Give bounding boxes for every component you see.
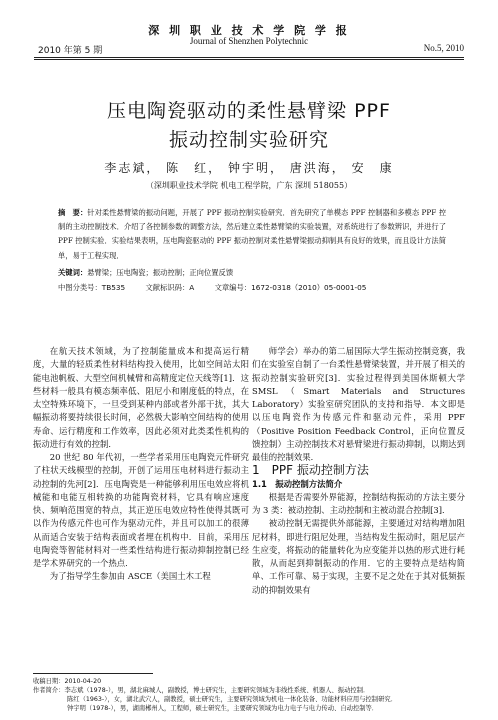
- paragraph: 被动控制无需提供外部能源，主要通过对结构增加阻尼材料，即进行阻尼处理，当结构发生振动时，阻尼层产生应变，将振动的能量转化为应变能并以热的形式进行耗散，从而起到抑制振动的作用．它的主要特点是结构简单、工作可靠、易于实现，主要不足之处在于其对低频振动的抑制效果有: [252, 518, 465, 595]
- abstract-text: 针对柔性悬臂梁的振动问题，开展了 PPF 振动控制实验研究．首先研究了单模态 PPF 控制器和多模态 PPF 控制的主动控制技术．介绍了各控制参数的调整方法，然后建立柔性悬臂梁的实验装置，对系统进行了参数辨识，并进行了 PPF 控制实验．实验结果表明，压电陶瓷驱动的 PPF 振动控制对柔性悬臂梁振动抑制具有良好的效果，而且设计方法简单，易于工程实现．: [58, 208, 447, 260]
- received-date: 收稿日期：2010-04-20: [33, 678, 102, 685]
- affiliation: （深圳职业技术学院 机电工程学院，广东 深圳 518055）: [145, 181, 353, 190]
- paper-title-line1: 压电陶瓷驱动的柔性悬臂梁 PPF: [107, 100, 391, 122]
- issue-label-en: No.5, 2010: [423, 43, 464, 53]
- classification-row: [58, 283, 458, 293]
- article-number: 文章编号：1672-0318（2010）05-0001-05: [214, 283, 367, 292]
- section-heading: 1 PPF 振动控制方法: [252, 463, 369, 478]
- footnote: [33, 677, 473, 713]
- body-column-right: [252, 345, 465, 597]
- subsection-heading: 1.1 振动控制方法简介: [252, 478, 343, 489]
- paper-title-line2: 振动控制实验研究: [168, 129, 329, 151]
- authors: 李志斌， 陈 红， 钟宇明， 唐洪海， 安 康: [104, 161, 394, 175]
- header-rule-double: [34, 59, 464, 60]
- journal-name-cn: 深 圳 职 业 技 术 学 院 学 报: [148, 24, 350, 37]
- author-bio: 钟宇明（1978-），男，湖南郴州人，工程师，硕士研究生，主要研究领域为电力电子与电力传动、自动控制等．: [67, 705, 379, 712]
- journal-name-en: Journal of Shenzhen Polytechnic: [189, 36, 309, 46]
- clc-number: 中图分类号：TB535: [58, 283, 126, 292]
- header-rule: [34, 57, 464, 58]
- author-bio: 陈红（1963-），女，湖北武穴人，副教授，硕士研究生，主要研究领域为机电一体化装备、功能材料应用与控制研究．: [67, 696, 397, 703]
- keywords-text: 悬臂梁；压电陶瓷；振动控制；正向位置反馈: [87, 268, 234, 277]
- footnote-rule: [33, 673, 153, 674]
- document-code: 文献标识码：A: [145, 283, 195, 292]
- issue-label-cn: 2010 年第 5 期: [38, 46, 103, 56]
- paragraph: 为了指导学生参加由 ASCE（美国土木工程: [49, 571, 211, 582]
- paragraph: 根据是否需要外界能源，控制结构振动的方法主要分为 3 类：被动控制、主动控制和主被动混合控制[3]．: [252, 491, 465, 515]
- paragraph: 在航天技术领域，为了控制能量成本和提高运行精度，大量的轻质柔性材料结构投入使用，比如空间站太阳能电池帆板、大型空间机械臂和高精度定位天线等[1]．这些材料一般具有模态频率低、阻尼小和刚度低的特点，在太空特殊环境下，一旦受到某种内部或者外部干扰，其大幅振动将要持续很长时间，必然极大影响空间结构的使用寿命、运行精度和工作效率，因此必须对此类柔性机构的振动进行有效的控制．: [33, 346, 249, 449]
- keywords-label: 关键词：: [58, 268, 88, 277]
- abstract: [58, 206, 446, 263]
- paragraph: 师学会）举办的第二届国际大学生振动控制竞赛，我们在实验室自制了一台柔性悬臂梁装置，并开展了相关的振动控制实验研究[3]．实验过程得到美国休斯顿大学 SMSL（Smart Materials and Structures Laboratory）实验室研究团队的支持和指导．本文即是以压电陶瓷作为传感元件和驱动元件，采用 PPF（Positive Position Feedback Control，正向位置反馈控制）主动控制技术对悬臂梁进行振动抑制，以期达到最佳的控制效果．: [252, 346, 465, 462]
- author-bio: 作者简介：李志斌（1978-），男，湖北麻城人，副教授，博士研究生，主要研究领域为非线性系统、机器人、振动控制．: [33, 687, 370, 694]
- keywords: [58, 268, 446, 278]
- paragraph: 20 世纪 80 年代初，一些学者采用压电陶瓷元件研究了柱状天线模型的控制，开创了运用压电材料进行振动主动控制的先河[2]．压电陶瓷是一种能够利用压电效应将机械能和电能互相转换的功能陶瓷材料，它具有响应速度快、频响范围宽的特点，其正逆压电效应特性使得其既可以作为传感元件也可作为驱动元件，并且可以加工的很薄从而适合安装于结构表面或者埋在机构中．目前，采用压电陶瓷等智能材料对一些柔性结构进行振动抑制控制已经是学术界研究的一个热点．: [33, 452, 249, 568]
- body-column-left: [33, 345, 249, 584]
- abstract-label: 摘 要：: [58, 208, 88, 217]
